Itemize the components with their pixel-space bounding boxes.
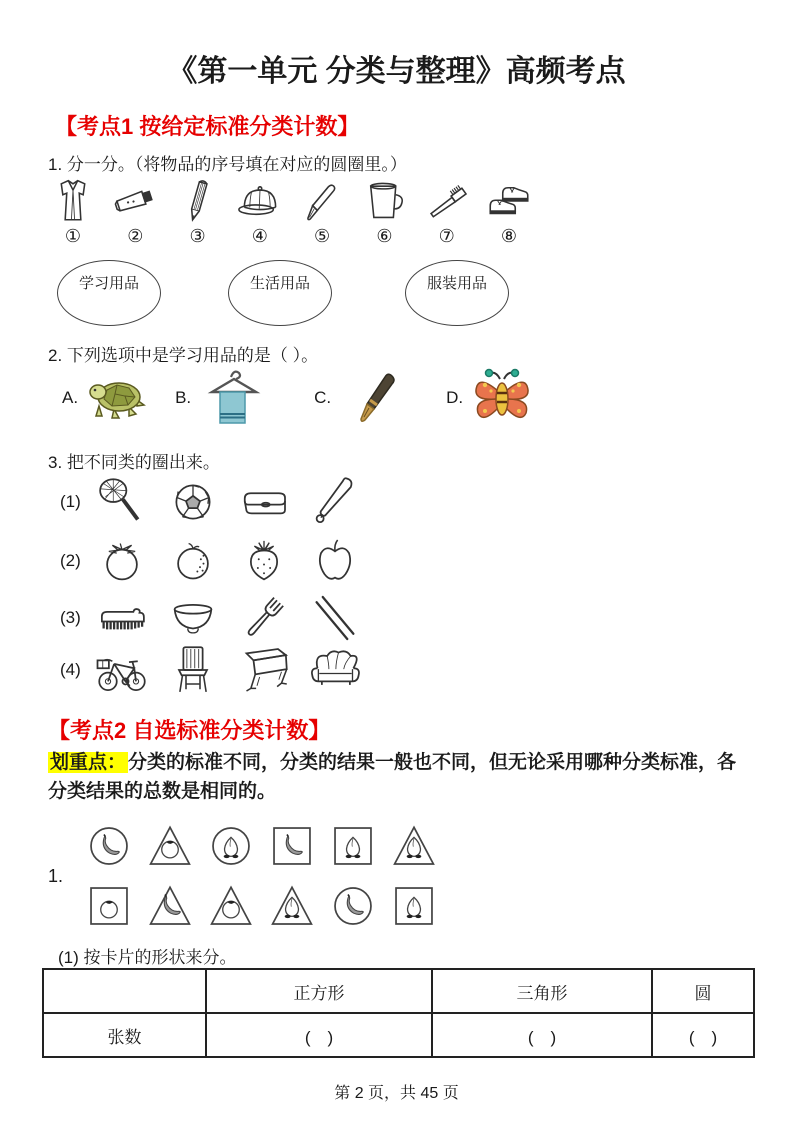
card [269, 823, 315, 869]
q1-item [297, 176, 347, 245]
q3-row-3 [60, 590, 378, 646]
question-1-items-row [48, 176, 534, 245]
option-d [446, 366, 534, 430]
category-oval-daily: 生活用品 [228, 260, 332, 326]
page-title: 《第一单元 分类与整理》高频考点 [167, 55, 626, 88]
section-heading-kaodian1: 【考点1 按给定标准分类计数】 [55, 114, 360, 139]
card-fruit [346, 837, 361, 858]
row-label: (2) [60, 551, 81, 570]
chopsticks-icon [307, 590, 363, 646]
pencil-case-icon [236, 474, 292, 530]
row-label: (4) [60, 660, 81, 679]
q1-item [359, 176, 409, 245]
card-fruit [224, 837, 239, 858]
option-c [314, 366, 402, 430]
cap-icon [235, 176, 285, 226]
card-shape [335, 888, 371, 924]
item-number: ⑥ [376, 226, 393, 246]
shoes-icon [484, 176, 534, 226]
soccer-ball-icon [165, 474, 221, 530]
comb-icon [94, 590, 150, 646]
cup-icon [359, 176, 409, 226]
table-count-row [43, 1013, 754, 1057]
item-number: ① [64, 226, 82, 246]
item-number: ⑤ [314, 226, 331, 246]
card-fruit [103, 835, 119, 855]
q1-item [110, 176, 160, 245]
card [208, 823, 254, 869]
sofa-icon [307, 642, 363, 698]
kaodian2-q1-number: 1. [48, 866, 64, 886]
card-fruit [164, 895, 180, 915]
q3-row-1 [60, 474, 378, 530]
card [208, 883, 254, 929]
item-number: ② [127, 226, 144, 246]
item-number: ③ [189, 226, 206, 246]
card [330, 883, 376, 929]
orange-icon [165, 533, 221, 589]
card-fruit [407, 897, 422, 918]
card-fruit [223, 901, 240, 918]
table-header-square: 正方形 [206, 969, 432, 1013]
option-label: B. [175, 388, 192, 407]
card [330, 823, 376, 869]
card-shape [274, 828, 310, 864]
card-fruit [407, 837, 422, 858]
card-shape [213, 828, 249, 864]
card-fruit [101, 901, 118, 918]
option-label: D. [446, 388, 464, 407]
card-shape [273, 887, 312, 924]
sub-question-1-text: (1) 按卡片的形状来分。 [58, 948, 237, 967]
tennis-racket-icon [94, 474, 150, 530]
card [86, 823, 132, 869]
option-a [62, 366, 149, 430]
card-shape [395, 827, 434, 864]
card-shape [335, 828, 371, 864]
item-number: ⑦ [438, 226, 455, 246]
card [147, 823, 193, 869]
apple-icon [307, 533, 363, 589]
q3-row-4 [60, 642, 378, 698]
category-oval-clothing: 服装用品 [405, 260, 509, 326]
page-footer: 第 2 页，共 45 页 [334, 1085, 459, 1102]
section-heading-kaodian2: 【考点2 自选标准分类计数】 [48, 718, 331, 743]
card-fruit [347, 895, 363, 915]
card [269, 883, 315, 929]
count-blank-circle: ( ) [652, 1013, 754, 1057]
turtle-icon [85, 366, 149, 430]
item-number: ⑧ [500, 226, 518, 246]
category-oval-study: 学习用品 [57, 260, 161, 326]
card-shape [151, 887, 190, 924]
bowl-icon [165, 590, 221, 646]
key-point-label: 划重点： [50, 752, 127, 773]
table-header-empty [43, 969, 206, 1013]
fountain-pen-icon [338, 366, 402, 430]
table-row-label: 张数 [43, 1013, 206, 1057]
q1-item [422, 176, 472, 245]
question-2-options-row [62, 364, 534, 432]
q3-row-2 [60, 533, 378, 589]
toothpaste-icon [110, 176, 160, 226]
row-label: (1) [60, 492, 81, 511]
classification-cards [86, 823, 437, 929]
key-point-text: 分类的标准不同，分类的结果一般也不同，但无论采用哪种分类标准，各分类结果的总数是相同的。 [48, 752, 737, 802]
strawberry-icon [236, 533, 292, 589]
q1-item [48, 176, 98, 245]
table-header-circle: 圆 [652, 969, 754, 1013]
option-label: A. [62, 388, 79, 407]
question-1-text: 1. 分一分。（将物品的序号填在对应的圆圈里。） [48, 155, 407, 174]
card [86, 883, 132, 929]
toothbrush-icon [422, 176, 472, 226]
desk-icon [236, 642, 292, 698]
fork-icon [236, 590, 292, 646]
q1-item [173, 176, 223, 245]
table-header-triangle: 三角形 [432, 969, 652, 1013]
baseball-bat-icon [307, 474, 363, 530]
question-3-text: 3. 把不同类的圈出来。 [48, 453, 220, 472]
question-2-text: 2. 下列选项中是学习用品的是（ ）。 [48, 346, 319, 365]
table-header-row [43, 969, 754, 1013]
pen-icon [297, 176, 347, 226]
bicycle-icon [94, 642, 150, 698]
key-point-paragraph [48, 749, 752, 806]
shape-count-table [42, 968, 755, 1058]
chair-icon [165, 642, 221, 698]
card-shape [91, 828, 127, 864]
card [147, 883, 193, 929]
pencil-icon [173, 176, 223, 226]
tomato-icon [94, 533, 150, 589]
row-label: (3) [60, 608, 81, 627]
card-shape [91, 888, 127, 924]
card [391, 823, 437, 869]
card-fruit [286, 835, 302, 855]
count-blank-triangle: ( ) [432, 1013, 652, 1057]
towel-icon [198, 366, 262, 430]
option-b [175, 366, 262, 430]
option-label: C. [314, 388, 332, 407]
card-shape [396, 888, 432, 924]
card-fruit [285, 897, 300, 918]
coat-icon [48, 176, 98, 226]
card [391, 883, 437, 929]
item-number: ④ [251, 226, 268, 246]
butterfly-icon [470, 366, 534, 430]
q1-item [484, 176, 534, 245]
q1-item [235, 176, 285, 245]
count-blank-square: ( ) [206, 1013, 432, 1057]
card-fruit [162, 841, 179, 858]
